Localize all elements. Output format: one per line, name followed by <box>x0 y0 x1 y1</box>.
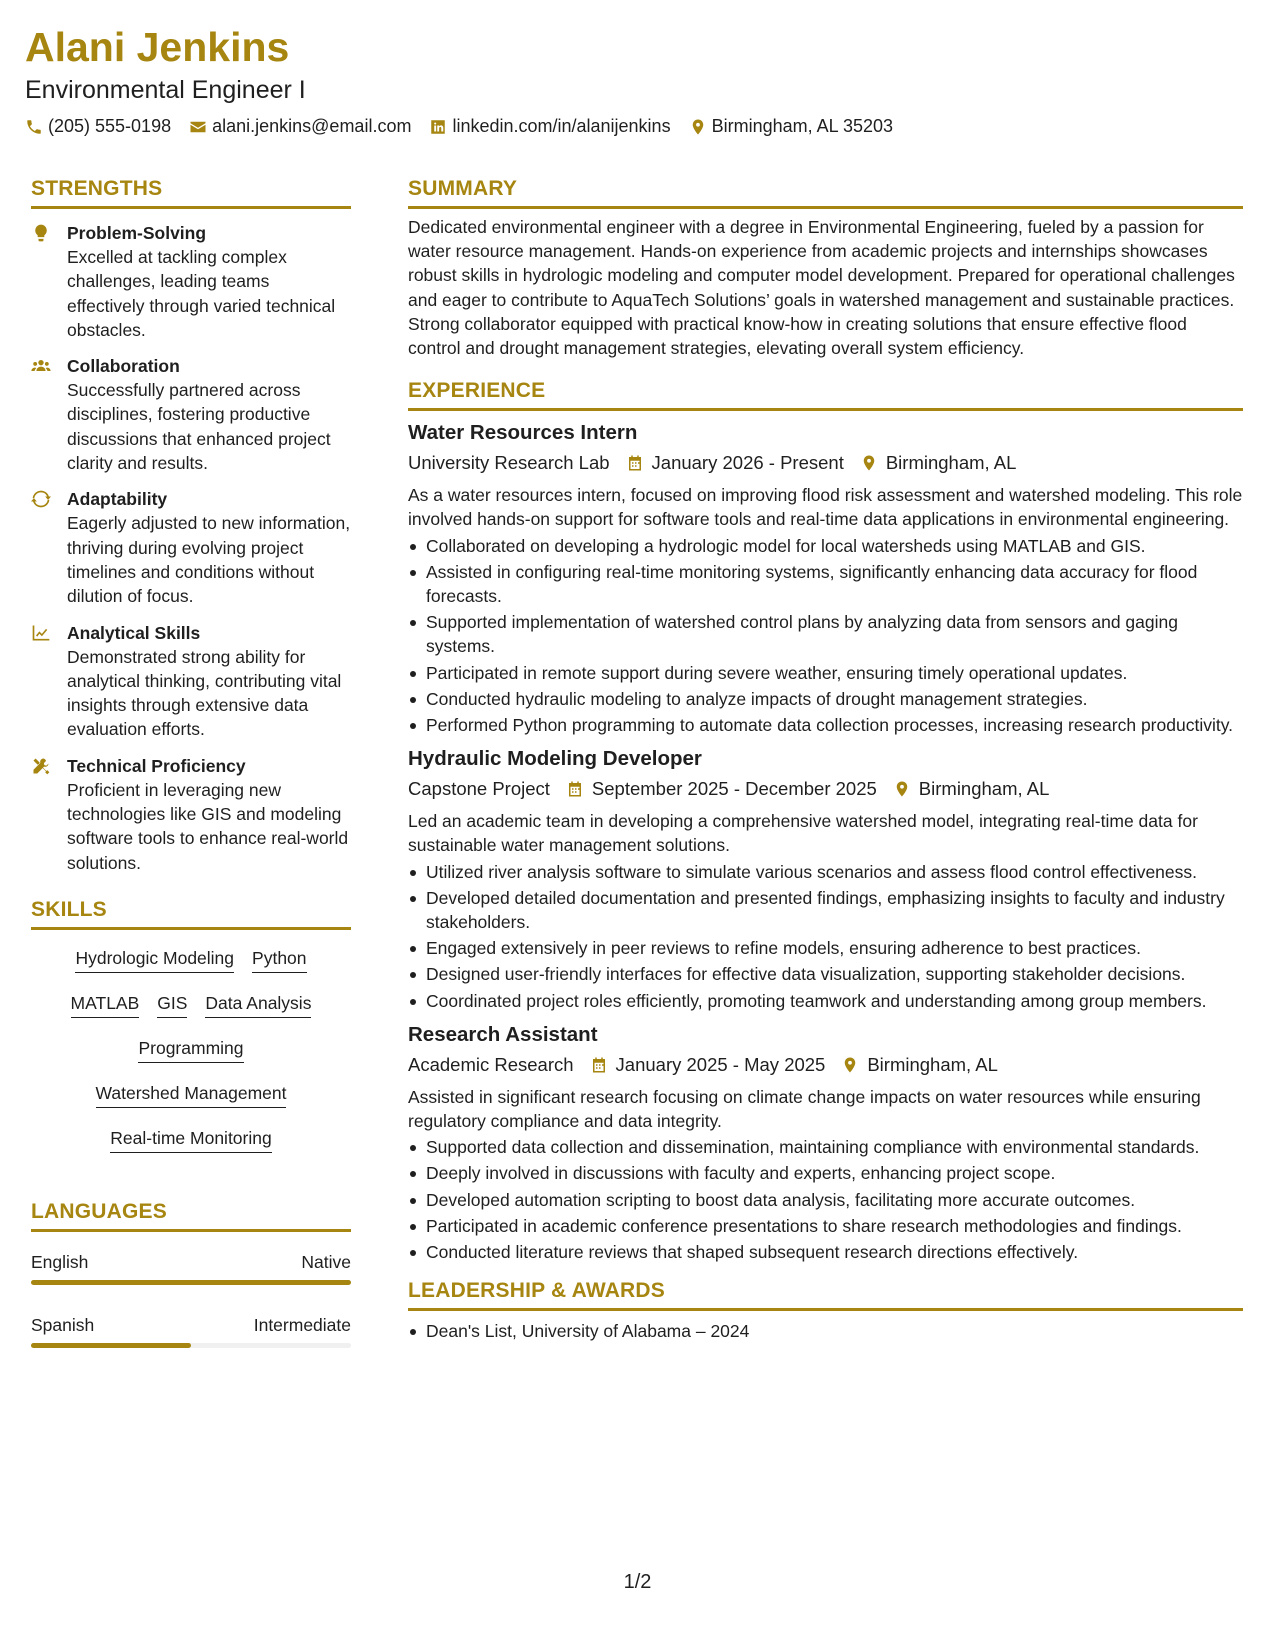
job-bullets <box>408 860 1243 1013</box>
job-description: Led an academic team in developing a comprehensive watershed model, integrating real-time data for sustainable water management solutions. <box>408 811 1198 856</box>
job-description: Assisted in significant research focusing on climate change impacts on water resources while ensuring regulatory compliance and data integrity. <box>408 1086 1201 1132</box>
job-location: Birmingham, AL <box>893 775 1050 803</box>
skills-list <box>31 946 351 1153</box>
list-item: Performed Python programming to automate data collection processes, increasing research productivity. <box>408 713 1243 737</box>
strength-item <box>31 221 351 342</box>
job-entry <box>408 1021 1243 1264</box>
skill-tag: Watershed Management <box>96 1081 287 1108</box>
job-meta <box>408 775 1243 803</box>
map-marker-icon <box>893 780 911 798</box>
job-entry <box>408 745 1243 1013</box>
language-proficiency-bar <box>31 1343 351 1348</box>
map-marker-icon <box>689 118 707 136</box>
list-item: Supported implementation of watershed control plans by analyzing data from sensors and gaging systems. <box>408 610 1243 658</box>
contact-bar <box>25 116 1250 137</box>
language-item <box>31 1313 351 1348</box>
job-meta <box>408 1051 1243 1079</box>
strength-desc: Eagerly adjusted to new information, thriving during evolving project timelines and conditions without dilution of focus. <box>67 513 351 607</box>
calendar-icon <box>626 454 644 472</box>
list-item: Participated in remote support during severe weather, ensuring timely operational updates. <box>408 661 1243 685</box>
resume-header <box>25 22 1250 137</box>
language-level: Native <box>301 1251 351 1272</box>
strength-item <box>31 621 351 742</box>
strengths-heading: STRENGTHS <box>31 176 351 209</box>
list-item: Coordinated project roles efficiently, promoting teamwork and understanding among group members. <box>408 989 1243 1013</box>
contact-location <box>689 116 893 137</box>
linkedin-icon <box>429 118 447 136</box>
list-item: Conducted hydraulic modeling to analyze impacts of drought management strategies. <box>408 687 1243 711</box>
summary-text: Dedicated environmental engineer with a degree in Environmental Engineering, fueled by a passion for water resource management. Hands-on experience from academic projects and internships showcases robust skills in hydrologic modeling and computer model development. Prepared for operational challenges and eager to contribute to AquaTech Solutions’ goals in watershed management and sustainable practices. Strong collaborator equipped with practical know-how in creating solutions that ensure effective flood control and drought management strategies, elevating overall system efficiency. <box>408 217 1235 359</box>
strength-title: Analytical Skills <box>67 622 201 643</box>
job-bullets <box>408 1135 1243 1264</box>
job-dates: September 2025 - December 2025 <box>566 775 877 803</box>
language-proficiency-fill <box>31 1343 191 1348</box>
phone-icon <box>25 118 43 136</box>
strength-title: Problem-Solving <box>67 223 207 243</box>
page-number: 1/2 <box>623 1571 652 1593</box>
strength-item <box>31 487 351 608</box>
phone-text: (205) 555-0198 <box>48 116 172 136</box>
list-item: Supported data collection and dissemination, maintaining compliance with environmental standards. <box>408 1135 1243 1159</box>
skill-tag: Python <box>252 946 306 973</box>
calendar-icon <box>590 1056 608 1074</box>
envelope-icon <box>189 118 207 136</box>
list-item: Designed user-friendly interfaces for effective data visualization, supporting stakeholder decisions. <box>408 962 1243 986</box>
map-marker-icon <box>841 1056 859 1074</box>
job-entry <box>408 419 1243 737</box>
skill-tag: Data Analysis <box>205 991 311 1018</box>
leadership-list <box>408 1319 1243 1343</box>
list-item: Deeply involved in discussions with faculty and experts, enhancing project scope. <box>408 1161 1243 1185</box>
job-role: Research Assistant <box>408 1022 598 1046</box>
strength-desc: Successfully partnered across disciplines, fostering productive discussions that enhanced project clarity and results. <box>67 380 331 474</box>
list-item: Conducted literature reviews that shaped subsequent research directions effectively. <box>408 1240 1243 1264</box>
list-item: Utilized river analysis software to simulate various scenarios and assess flood control effectiveness. <box>408 860 1243 884</box>
language-proficiency-bar <box>31 1280 351 1285</box>
left-column <box>31 176 351 1348</box>
tools-icon <box>31 756 51 776</box>
skill-tag: GIS <box>157 991 187 1018</box>
candidate-title: Environmental Engineer I <box>25 76 306 104</box>
experience-heading: EXPERIENCE <box>408 378 1243 411</box>
candidate-name: Alani Jenkins <box>25 24 290 70</box>
language-proficiency-fill <box>31 1280 351 1285</box>
list-item: Assisted in configuring real-time monitoring systems, significantly enhancing data accuracy for flood forecasts. <box>408 560 1243 608</box>
job-location: Birmingham, AL <box>841 1051 998 1079</box>
strength-title: Collaboration <box>67 356 180 377</box>
strength-item <box>31 354 351 475</box>
job-bullets <box>408 534 1243 738</box>
skill-tag: MATLAB <box>71 991 140 1018</box>
list-item: Participated in academic conference presentations to share research methodologies and findings. <box>408 1214 1243 1238</box>
job-location: Birmingham, AL <box>860 449 1017 477</box>
linkedin-text: linkedin.com/in/alanijenkins <box>452 116 671 136</box>
job-org: University Research Lab <box>408 452 610 474</box>
chart-line-icon <box>31 623 51 643</box>
skills-heading: SKILLS <box>31 897 351 930</box>
language-level: Intermediate <box>253 1314 351 1335</box>
skill-tag: Programming <box>138 1036 243 1063</box>
right-column <box>408 176 1243 1344</box>
lightbulb-icon <box>31 223 51 243</box>
location-text: Birmingham, AL 35203 <box>711 116 894 136</box>
contact-linkedin[interactable] <box>429 116 670 137</box>
summary-heading: SUMMARY <box>408 176 1243 209</box>
email-text: alani.jenkins@email.com <box>212 116 412 136</box>
job-org: Academic Research <box>408 1053 574 1075</box>
list-item: Engaged extensively in peer reviews to refine models, ensuring adherence to best practices. <box>408 936 1243 960</box>
job-dates: January 2025 - May 2025 <box>590 1051 826 1079</box>
job-org: Capstone Project <box>408 778 550 800</box>
calendar-icon <box>566 780 584 798</box>
job-description: As a water resources intern, focused on improving flood risk assessment and watershed modeling. This role involved hands-on support for software tools and real-time data applications in environmental engineering. <box>408 485 1243 530</box>
strength-desc: Excelled at tackling complex challenges, leading teams effectively through varied technical obstacles. <box>67 247 336 340</box>
strength-title: Adaptability <box>67 489 168 510</box>
users-icon <box>31 356 51 376</box>
languages-heading: LANGUAGES <box>31 1199 351 1232</box>
sync-icon <box>31 489 51 509</box>
map-marker-icon <box>860 454 878 472</box>
list-item: Developed automation scripting to boost data analysis, facilitating more accurate outcomes. <box>408 1188 1243 1212</box>
strength-desc: Proficient in leveraging new technologies like GIS and modeling software tools to enhance real-world solutions. <box>67 779 349 873</box>
list-item: Dean's List, University of Alabama – 2024 <box>408 1319 1243 1343</box>
list-item: Developed detailed documentation and presented findings, emphasizing insights to faculty and industry stakeholders. <box>408 886 1243 934</box>
skill-tag: Real-time Monitoring <box>110 1126 271 1153</box>
list-item: Collaborated on developing a hydrologic model for local watersheds using MATLAB and GIS. <box>408 534 1243 558</box>
skill-tag: Hydrologic Modeling <box>75 946 234 973</box>
language-name: English <box>31 1251 89 1272</box>
job-meta <box>408 449 1243 477</box>
strength-desc: Demonstrated strong ability for analytical thinking, contributing vital insights through extensive data evaluation efforts. <box>67 646 342 740</box>
job-role: Water Resources Intern <box>408 421 638 445</box>
leadership-heading: LEADERSHIP & AWARDS <box>408 1278 1243 1311</box>
job-dates: January 2026 - Present <box>626 449 844 477</box>
contact-phone[interactable] <box>25 116 171 137</box>
job-role: Hydraulic Modeling Developer <box>408 747 702 771</box>
strength-item <box>31 754 351 875</box>
language-item <box>31 1250 351 1285</box>
contact-email[interactable] <box>189 116 411 137</box>
language-name: Spanish <box>31 1314 95 1335</box>
strength-title: Technical Proficiency <box>67 755 246 776</box>
